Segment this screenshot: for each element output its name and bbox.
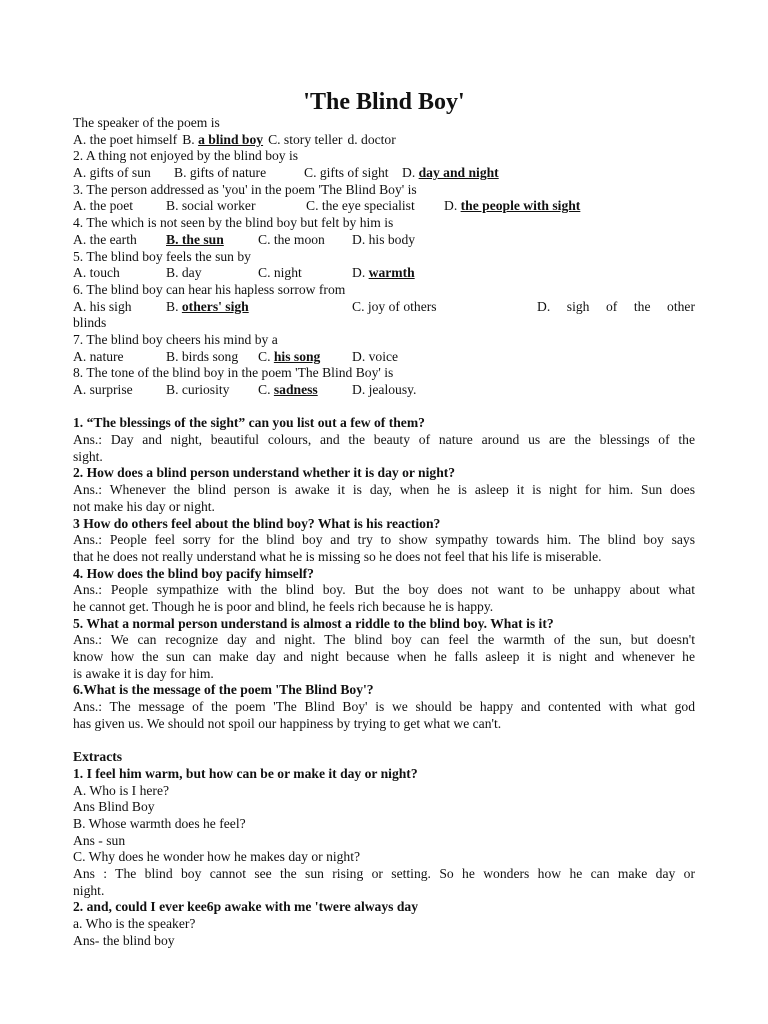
mcq-5-option-c: C. night: [258, 265, 302, 281]
mcq-5-option-d-prefix: D.: [352, 265, 366, 281]
qa-6-answer-line-2: has given us. We should not spoil our happiness by trying to get what we can't.: [73, 715, 502, 731]
extract-2-line: a. Who is the speaker?: [73, 916, 196, 931]
mcq-6-option-d-continued: blinds: [73, 315, 107, 331]
qa-5-answer-line-1: Ans.: We can recognize day and night. The blind boy can feel the warmth of the sun, but doesn't: [73, 632, 695, 648]
mcq-8-answer: sadness: [273, 382, 318, 397]
mcq-7-answer: his song: [273, 348, 321, 364]
mcq-7-option-c-prefix: C.: [258, 348, 271, 364]
extracts-heading: Extracts: [73, 749, 123, 765]
mcq-1-stem: The speaker of the poem is: [73, 115, 220, 130]
extract-1-line: C. Why does he wonder how he makes day or night?: [73, 849, 361, 865]
mcq-7-options: [73, 349, 695, 366]
section-spacer: [73, 732, 695, 749]
qa-5-answer-line-2: know how the sun can make day and night because when he falls asleep it is night and whenever he: [73, 649, 695, 664]
mcq-4-option-a: A. the earth: [73, 231, 137, 247]
qa-3-question: 3 How do others feel about the blind boy? What is his reaction?: [73, 515, 441, 531]
mcq-5-option-a: A. touch: [73, 265, 120, 281]
mcq-2-answer: day and night: [418, 165, 499, 181]
qa-1-answer-line-2: sight.: [73, 448, 103, 464]
qa-4-answer-line-2: he cannot get. Though he is poor and blind, he feels rich because he is happy.: [73, 598, 494, 614]
mcq-1-option-d: d. doctor: [347, 131, 396, 147]
mcq-7-option-b: B. birds song: [166, 348, 239, 364]
mcq-8-option-a: A. surprise: [73, 382, 133, 397]
mcq-3-option-b: B. social worker: [166, 198, 256, 214]
mcq-3-stem: 3. The person addressed as 'you' in the poem 'The Blind Boy' is: [73, 181, 417, 197]
qa-5-answer-line-3: is awake it is day for him.: [73, 665, 214, 681]
qa-3-answer-line-1: Ans.: People feel sorry for the blind boy and try to show sympathy towards him. The blind boy says: [73, 532, 695, 548]
mcq-5-answer: warmth: [368, 265, 415, 281]
mcq-2-options: [73, 165, 695, 182]
mcq-2-option-c: C. gifts of sight: [304, 165, 389, 181]
mcq-7-option-a: A. nature: [73, 348, 124, 364]
mcq-1-option-a: A. the poet himself: [73, 131, 178, 147]
mcq-3-option-a: A. the poet: [73, 198, 134, 214]
extract-1-line: A. Who is I here?: [73, 782, 170, 798]
qa-1-answer-line-1: Ans.: Day and night, beautiful colours, and the beauty of nature around us are the blessings of the: [73, 432, 695, 448]
qa-2-question: 2. How does a blind person understand whether it is day or night?: [73, 465, 456, 481]
mcq-5-option-b: B. day: [166, 265, 202, 281]
mcq-3-options: [73, 198, 695, 215]
qa-2-answer-line-2: not make his day or night.: [73, 498, 215, 514]
mcq-3-option-d-prefix: D.: [444, 198, 458, 214]
extract-1-line: night.: [73, 882, 105, 898]
mcq-2-stem: 2. A thing not enjoyed by the blind boy is: [73, 148, 299, 164]
extract-1-line: Ans Blind Boy: [73, 799, 155, 815]
mcq-1-option-c: C. story teller: [268, 131, 343, 147]
mcq-8-option-b: B. curiosity: [166, 382, 230, 397]
qa-5-question: 5. What a normal person understand is almost a riddle to the blind boy. What is it?: [73, 615, 554, 631]
mcq-6-option-c: C. joy of others: [352, 298, 437, 314]
mcq-4-stem: 4. The which is not seen by the blind boy but felt by him is: [73, 215, 394, 231]
mcq-6-stem: 6. The blind boy can hear his hapless sorrow from: [73, 281, 346, 297]
mcq-8-option-d: D. jealousy.: [352, 382, 417, 397]
mcq-6-option-b-prefix: B.: [166, 298, 179, 314]
document-body: [73, 115, 695, 949]
qa-4-question: 4. How does the blind boy pacify himself?: [73, 565, 314, 581]
qa-3-answer-line-2: that he does not really understand what he is missing so he does not feel that his life is miserable.: [73, 548, 602, 564]
extract-2-quote: 2. and, could I ever kee6p awake with me 'twere always day: [73, 899, 418, 915]
mcq-5-stem: 5. The blind boy feels the sun by: [73, 248, 251, 264]
mcq-8-option-c-prefix: C.: [258, 382, 271, 397]
qa-2-answer-line-1: Ans.: Whenever the blind person is awake it is day, when he is asleep it is night for him. Sun does: [73, 482, 695, 498]
mcq-3-answer: the people with sight: [460, 198, 581, 214]
mcq-3-option-c: C. the eye specialist: [306, 198, 415, 214]
mcq-8-stem: 8. The tone of the blind boy in the poem 'The Blind Boy' is: [73, 365, 394, 381]
mcq-6-options: [73, 299, 695, 316]
mcq-1-option-b-prefix: B.: [182, 131, 195, 147]
mcq-1-options: [73, 132, 695, 149]
mcq-7-option-d: D. voice: [352, 348, 399, 364]
mcq-5-options: [73, 265, 695, 282]
mcq-6-option-d: D. sigh of the other: [537, 298, 695, 314]
extract-1-line: Ans - sun: [73, 832, 126, 848]
mcq-6-answer: others' sigh: [181, 298, 249, 314]
mcq-2-option-b: B. gifts of nature: [174, 165, 267, 181]
extract-1-quote: 1. I feel him warm, but how can be or make it day or night?: [73, 765, 418, 781]
qa-6-question: 6.What is the message of the poem 'The Blind Boy'?: [73, 682, 374, 698]
extract-1-line: Ans : The blind boy cannot see the sun rising or setting. So he wonders how he can make day or: [73, 865, 695, 881]
mcq-6-option-a: A. his sigh: [73, 298, 132, 314]
mcq-2-option-d-prefix: D.: [402, 165, 416, 181]
mcq-4-option-d: D. his body: [352, 231, 416, 247]
mcq-1-answer: a blind boy: [198, 131, 264, 147]
page-title: 'The Blind Boy': [303, 89, 465, 115]
extract-1-line: B. Whose warmth does he feel?: [73, 815, 246, 831]
qa-6-answer-line-1: Ans.: The message of the poem 'The Blind Boy' is we should be happy and contented with what god: [73, 699, 695, 715]
section-spacer: [73, 399, 695, 416]
mcq-4-option-c: C. the moon: [258, 231, 325, 247]
mcq-2-option-a: A. gifts of sun: [73, 165, 151, 181]
extract-2-line: Ans- the blind boy: [73, 932, 175, 948]
mcq-8-options: [73, 382, 695, 399]
mcq-7-stem: 7. The blind boy cheers his mind by a: [73, 331, 278, 347]
mcq-4-answer: B. the sun: [166, 231, 224, 247]
mcq-4-options: [73, 232, 695, 249]
qa-1-question: 1. “The blessings of the sight” can you list out a few of them?: [73, 415, 425, 431]
qa-4-answer-line-1: Ans.: People sympathize with the blind boy. But the boy does not want to be unhappy about what: [73, 582, 695, 598]
